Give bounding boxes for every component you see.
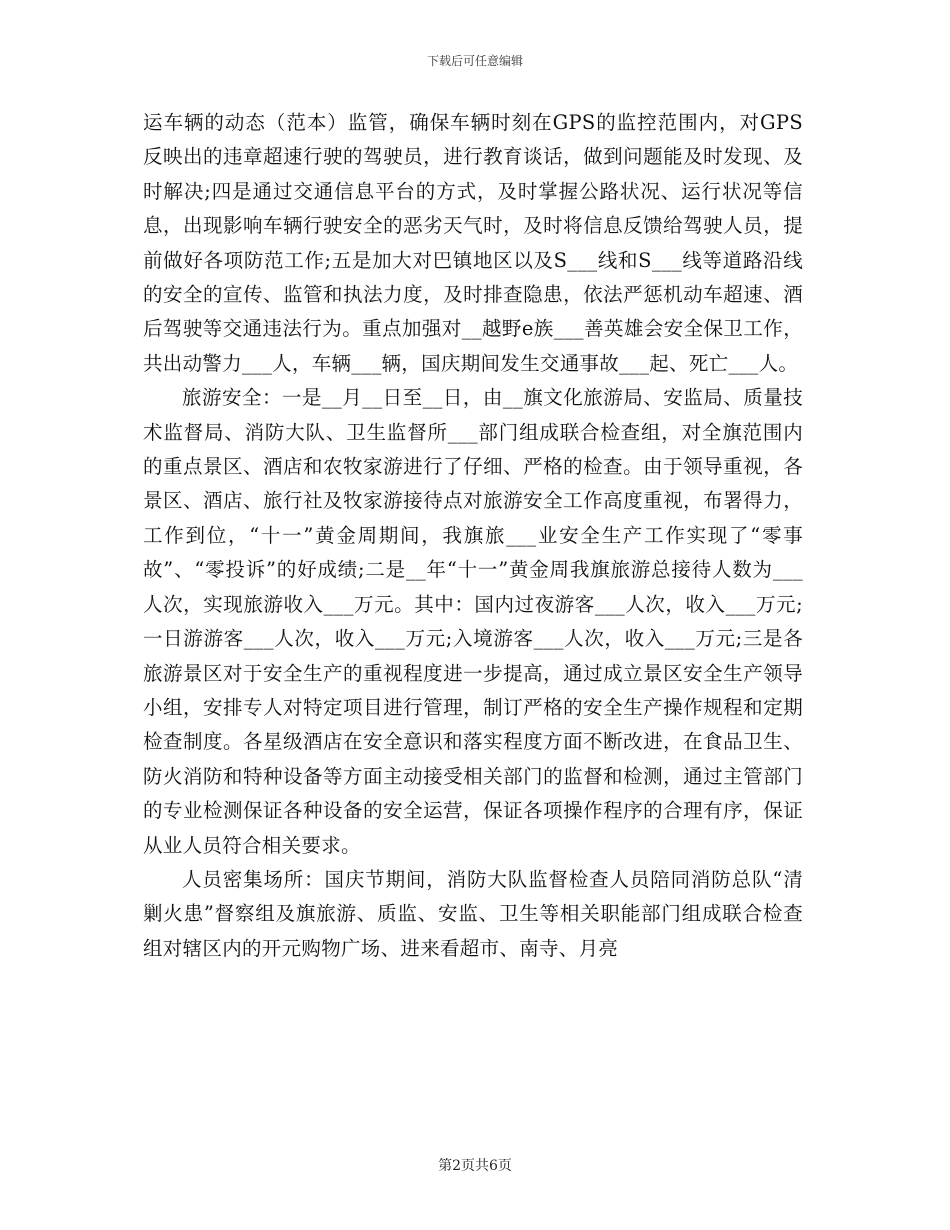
paragraph-crowded-places: 人员密集场所：国庆节期间，消防大队监督检查人员陪同消防总队“清剿火患”督察组及旗旅游、质监、安监、卫生等相关职能部门组成联合检查组对辖区内的开元购物广场、进来看超市、南寺、月亮	[143, 867, 803, 960]
page-header: 下载后可任意编辑	[426, 54, 523, 68]
page-number: 第2页共6页	[438, 1158, 512, 1174]
paragraph-tourism-safety: 旅游安全：一是__月__日至__日，由__旗文化旅游局、安监局、质量技术监督局、消防大队、卫生监督所___部门组成联合检查组，对全旗范围内的重点景区、酒店和农牧家游进行了仔细、严格的检查。由于领导重视，各景区、酒店、旅行社及牧家游接待点对旅游安全工作高度重视，布署得力，工作到位，“十一”黄金周期间，我旗旅___业安全生产工作实现了“零事故”、“零投诉”的好成绩;二是__年“十一”黄金周我旗旅游总接待人数为___人次，实现旅游收入___万元。其中：国内过夜游客___人次，收入___万元;一日游游客___人次，收入___万元;入境游客___人次，收入___万元;三是各旅游景区对于安全生产的重视程度进一步提高，通过成立景区安全生产领导小组，安排专人对特定项目进行管理，制订严格的安全生产操作规程和定期检查制度。各星级酒店在安全意识和落实程度方面不断改进，在食品卫生、防火消防和特种设备等方面主动接受相关部门的监督和检测，通过主管部门的专业检测保证各种设备的安全运营，保证各项操作程序的合理有序，保证从业人员符合相关要求。	[143, 386, 803, 857]
paragraph-traffic-continued: 运车辆的动态（范本）监管，确保车辆时刻在GPS的监控范围内，对GPS反映出的违章超速行驶的驾驶员，进行教育谈话，做到问题能及时发现、及时解决;四是通过交通信息平台的方式，及时掌握公路状况、运行状况等信息，出现影响车辆行驶安全的恶劣天气时，及时将信息反馈给驾驶人员，提前做好各项防范工作;五是加大对巴镇地区以及S___线和S___线等道路沿线的安全的宣传、监管和执法力度，及时排查隐患，依法严惩机动车超速、酒后驾驶等交通违法行为。重点加强对__越野e族___善英雄会安全保卫工作，共出动警力___人，车辆___辆，国庆期间发生交通事故___起、死亡___人。	[143, 111, 803, 375]
document-body	[143, 106, 803, 966]
